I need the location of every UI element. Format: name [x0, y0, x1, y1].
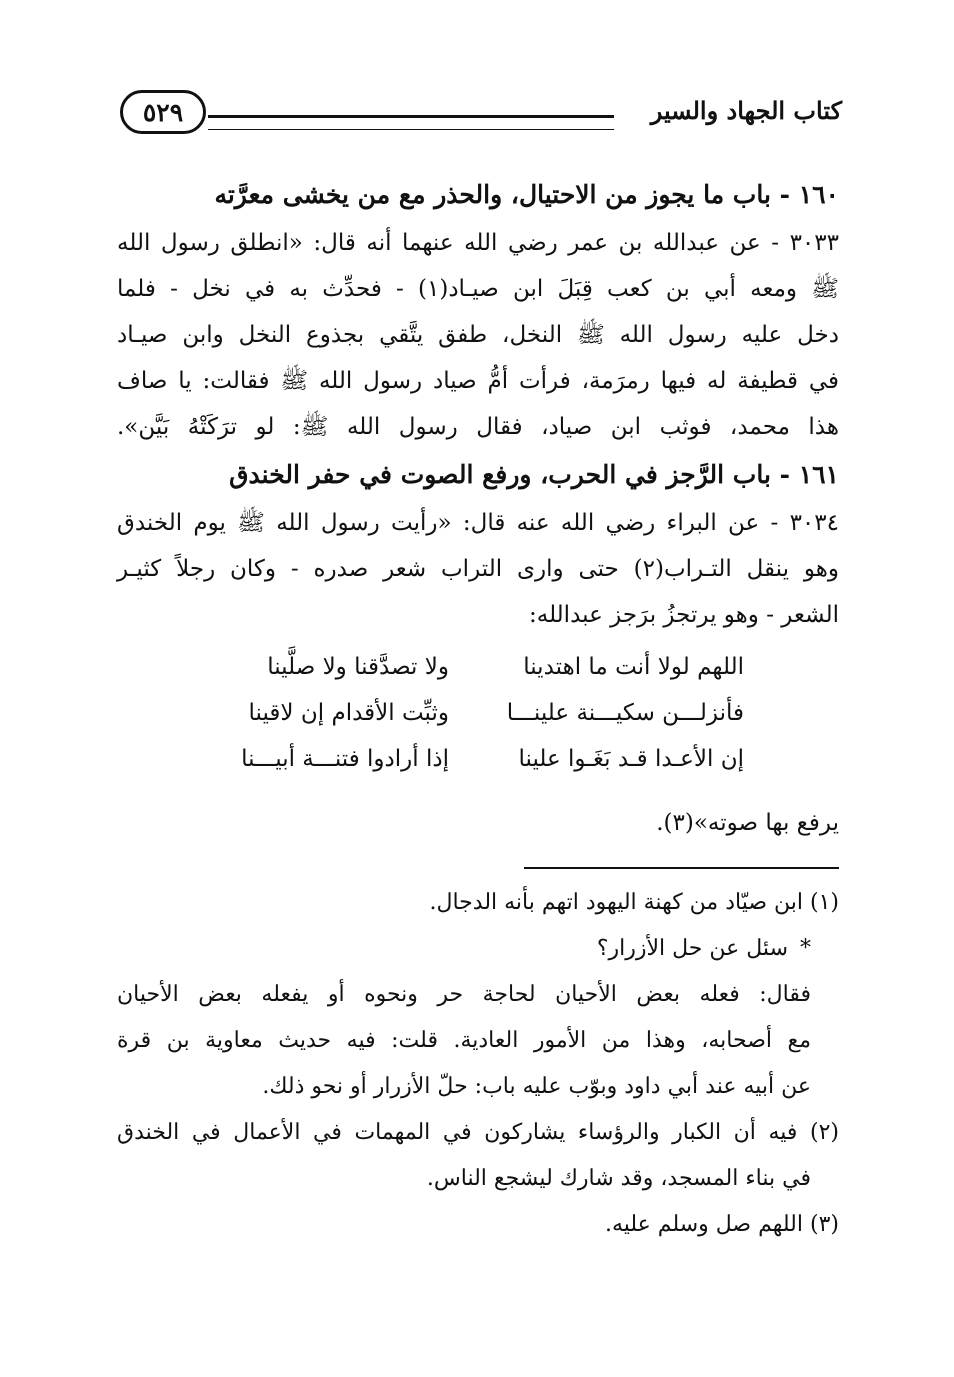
hadith-3034-line: ٣٠٣٤ - عن البراء رضي الله عنه قال: «رأيت رسول الله ﷺ يوم الخندق	[117, 510, 839, 536]
verse-second-half: ولا تصدَّقنا ولا صلَّينا	[267, 654, 449, 680]
verse-first-half: إن الأعـدا قـد بَغَـوا علينا	[518, 746, 744, 772]
hadith-3034-closing: يرفع بها صوته»(٣).	[656, 810, 839, 836]
running-title: كتاب الجهاد والسير	[650, 96, 842, 125]
page-number-badge	[120, 90, 206, 134]
footnote-3: (٣) اللهم صل وسلم عليه.	[604, 1212, 839, 1237]
footnote-answer-line: مع أصحابه، وهذا من الأمور العادية. قلت: فيه حديث معاوية بن قرة	[117, 1028, 811, 1053]
footnote-2-line: في بناء المسجد، وقد شارك ليشجع الناس.	[426, 1166, 811, 1191]
footnote-1: (١) ابن صيّاد من كهنة اليهود اتهم بأنه الدجال.	[429, 890, 839, 915]
verse-first-half: اللهم لولا أنت ما اهتدينا	[523, 654, 744, 680]
asterisk-icon: *	[800, 936, 811, 961]
page-number: ٥٢٩	[142, 97, 184, 127]
poem-verse	[117, 644, 839, 690]
page-header	[120, 88, 842, 144]
question-text: سئل عن حل الأزرار؟	[596, 936, 788, 961]
poem-verse	[117, 690, 839, 736]
footnote-2-line: (٢) فيه أن الكبار والرؤساء يشاركون في المهمات في الأعمال في الخندق	[117, 1120, 839, 1145]
poem-verse	[117, 736, 839, 782]
chapter-title-160: ١٦٠ - باب ما يجوز من الاحتيال، والحذر مع من يخشى معرَّته	[214, 180, 839, 209]
verse-first-half: فأنزلـــن سكيـــنة علينـــا	[506, 700, 744, 726]
main-text	[117, 170, 839, 846]
header-rule	[208, 115, 614, 130]
poem	[117, 644, 839, 782]
footnote-separator	[524, 867, 839, 869]
footnote-question	[117, 926, 839, 972]
hadith-3034-line: الشعر - وهو يرتجزُ برَجز عبدالله:	[528, 602, 839, 628]
hadith-3033-line: هذا محمد، فوثب ابن صياد، فقال رسول الله ﷺ: لو ترَكَتْهُ بَيَّن».	[117, 414, 839, 440]
hadith-3033-line: ﷺ ومعه أبي بن كعب قِبَلَ ابن صيـاد(١) - فحدِّث به في نخل - فلما	[117, 276, 839, 302]
hadith-3033-line: ٣٠٣٣ - عن عبدالله بن عمر رضي الله عنهما أنه قال: «انطلق رسول الله	[117, 230, 839, 256]
verse-second-half: وثبِّت الأقدام إن لاقينا	[248, 700, 449, 726]
hadith-3033-line: في قطيفة له فيها رمرَمة، فرأت أمُّ صياد رسول الله ﷺ فقالت: يا صاف	[117, 368, 839, 394]
footnotes	[117, 880, 839, 1248]
hadith-3034-line: وهو ينقل التـراب(٢) حتى وارى التراب شعر صدره - وكان رجلاً كثيـر	[117, 556, 839, 582]
chapter-title-161: ١٦١ - باب الرَّجز في الحرب، ورفع الصوت في حفر الخندق	[229, 460, 839, 489]
footnote-answer-line: فقال: فعله بعض الأحيان لحاجة حر ونحوه أو يفعله بعض الأحيان	[117, 982, 811, 1007]
footnote-answer-line: عن أبيه عند أبي داود وبوّب عليه باب: حلّ الأزرار أو نحو ذلك.	[262, 1074, 811, 1099]
verse-second-half: إذا أرادوا فتنـــة أبيـــنا	[241, 746, 449, 772]
hadith-3033-line: دخل عليه رسول الله ﷺ النخل، طفق يتَّقي بجذوع النخل وابن صيـاد	[117, 322, 839, 348]
